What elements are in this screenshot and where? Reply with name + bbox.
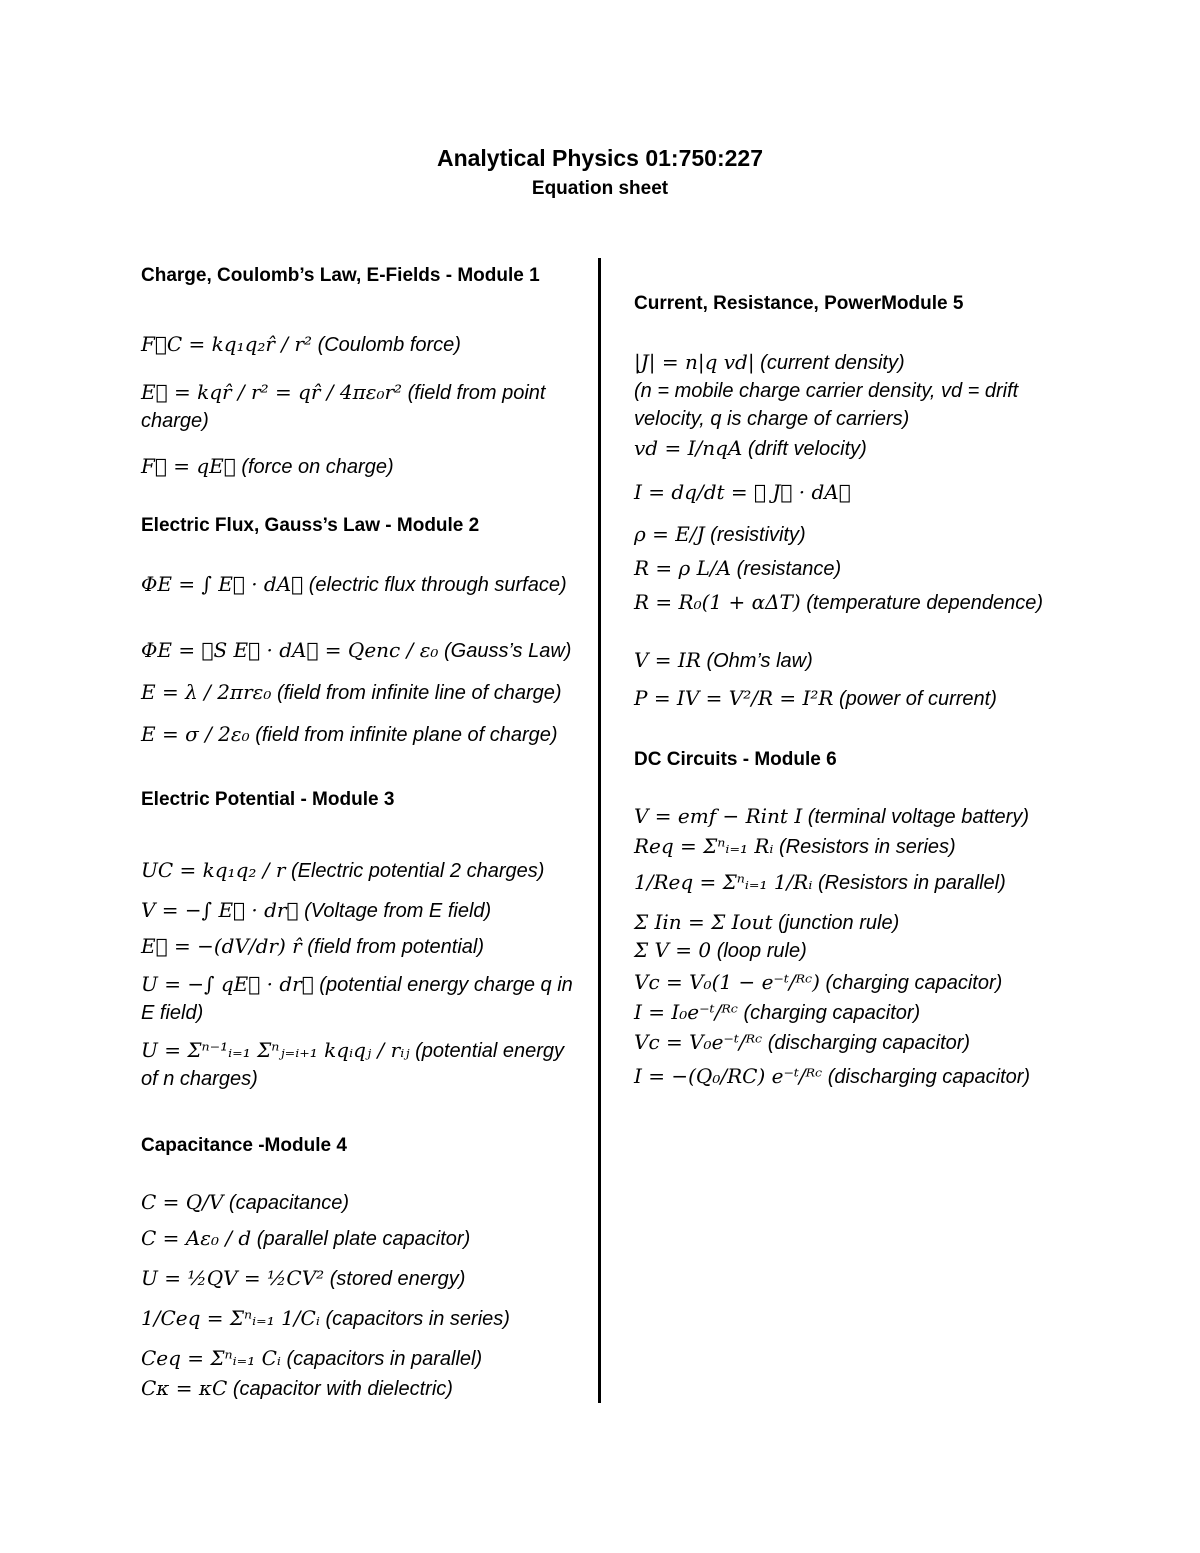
equation-description: (Gauss’s Law) <box>444 640 572 662</box>
equation-line <box>141 1224 581 1253</box>
equation-description: (Resistors in parallel) <box>817 872 1006 894</box>
equation-math: E⃗ = kqr̂ / r² = qr̂ / 4πε₀r² <box>141 380 403 404</box>
equation-description: (field from potential) <box>307 936 485 958</box>
equation-math: vd = I/nqA <box>634 436 743 460</box>
equation-math: U = ½QV = ½CV² <box>141 1266 325 1290</box>
equation-math: V = IR <box>634 648 701 672</box>
page-subtitle: Equation sheet <box>531 178 669 199</box>
section-module-4 <box>141 1132 581 1400</box>
equation-description: (Resistors in series) <box>779 836 956 858</box>
equation-line <box>634 998 1074 1027</box>
equation-line <box>634 1028 1074 1057</box>
equation-description: (potential energy charge q in E field) <box>141 974 573 1024</box>
equation-math: V = emf − Rint I <box>634 804 803 828</box>
equation-line <box>634 554 1074 583</box>
equation-line <box>634 1062 1074 1091</box>
equation-description: (field from infinite plane of charge) <box>255 724 558 746</box>
equation-math: I = −(Q₀/RC) e⁻ᵗ/ᴿᶜ <box>634 1064 823 1088</box>
section-module-2 <box>141 512 581 746</box>
equation-math: Ceq = Σⁿᵢ₌₁ Cᵢ <box>141 1346 281 1370</box>
equation-math: I = I₀e⁻ᵗ/ᴿᶜ <box>634 1000 738 1024</box>
equation-line <box>634 520 1074 549</box>
equation-description: (terminal voltage battery) <box>807 806 1029 828</box>
equation-description: (resistance) <box>736 558 842 580</box>
equation-line <box>141 1344 581 1373</box>
equation-description: (force on charge) <box>241 456 394 478</box>
equation-math: |J| = n|q vd| <box>634 350 755 374</box>
equation-description: (Ohm’s law) <box>706 650 813 672</box>
equation-description: (field from infinite line of charge) <box>276 682 562 704</box>
equation-description: (potential energy of n charges) <box>141 1040 565 1090</box>
equation-math: P = IV = V²/R = I²R <box>634 686 834 710</box>
equation-line <box>141 1036 581 1093</box>
equation-description: (junction rule) <box>778 912 900 934</box>
equation-line <box>141 1304 581 1333</box>
equation-line <box>141 1188 581 1217</box>
equation-line <box>634 868 1074 897</box>
section-module-3 <box>141 786 581 1090</box>
equation-math: R = ρ L/A <box>634 556 732 580</box>
equation-description: (Voltage from E field) <box>304 900 492 922</box>
equation-line <box>634 832 1074 861</box>
equation-description: (stored energy) <box>329 1268 466 1290</box>
section-heading: DC Circuits - Module 6 <box>634 749 837 770</box>
equation-line <box>634 588 1074 617</box>
section-heading: Current, Resistance, PowerModule 5 <box>634 293 964 314</box>
equation-description: (power of current) <box>839 688 997 710</box>
equation-math: R = R₀(1 + αΔT) <box>634 590 801 614</box>
equation-math: Vc = V₀(1 − e⁻ᵗ/ᴿᶜ) <box>634 970 820 994</box>
equation-line <box>634 908 1074 937</box>
equation-math: ρ = E/J <box>634 522 705 546</box>
equation-line <box>141 932 581 961</box>
equation-line <box>141 1264 581 1293</box>
equation-math: 1/Ceq = Σⁿᵢ₌₁ 1/Cᵢ <box>141 1306 320 1330</box>
section-module-6 <box>634 746 1074 1088</box>
equation-math: F⃗ = qE⃗ <box>141 454 236 478</box>
equation-line <box>634 968 1074 997</box>
section-heading: Electric Flux, Gauss’s Law - Module 2 <box>141 515 480 536</box>
equation-description: (n = mobile charge carrier density, vd = drift velocity, q is charge of carriers) <box>634 380 1019 430</box>
equation-math: E⃗ = −(dV/dr) r̂ <box>141 934 302 958</box>
equation-description: (capacitors in series) <box>325 1308 510 1330</box>
section-heading: Charge, Coulomb’s Law, E-Fields - Module 1 <box>141 265 540 286</box>
equation-math: E = λ / 2πrε₀ <box>141 680 272 704</box>
equation-math: ΦE = ∫ E⃗ · dA⃗ <box>141 572 304 596</box>
equation-line <box>141 452 581 481</box>
equation-description: (resistivity) <box>710 524 806 546</box>
equation-description: (capacitors in parallel) <box>286 1348 483 1370</box>
equation-line <box>634 684 1074 713</box>
equation-line <box>634 478 1074 507</box>
equation-math: 1/Req = Σⁿᵢ₌₁ 1/Rᵢ <box>634 870 813 894</box>
equation-line <box>141 330 581 359</box>
section-heading: Capacitance -Module 4 <box>141 1135 347 1156</box>
equation-description: (electric flux through surface) <box>308 574 567 596</box>
equation-description: (discharging capacitor) <box>767 1032 971 1054</box>
equation-line <box>141 378 581 435</box>
equation-line <box>634 802 1074 831</box>
equation-line <box>141 570 581 599</box>
equation-description: (loop rule) <box>716 940 807 962</box>
equation-line <box>141 720 581 749</box>
equation-description: (capacitor with dielectric) <box>232 1378 453 1400</box>
equation-math: Σ Iin = Σ Iout <box>634 910 773 934</box>
equation-math: C = Aε₀ / d <box>141 1226 252 1250</box>
equation-math: Σ V = 0 <box>634 938 712 962</box>
equation-line <box>141 636 581 665</box>
equation-description: (parallel plate capacitor) <box>256 1228 471 1250</box>
equation-math: Vc = V₀e⁻ᵗ/ᴿᶜ <box>634 1030 763 1054</box>
page-header <box>0 142 1200 204</box>
equation-line <box>634 348 1074 377</box>
equation-math: U = −∫ qE⃗ · dr⃗ <box>141 972 314 996</box>
equation-line <box>634 936 1074 965</box>
equation-description: (charging capacitor) <box>743 1002 921 1024</box>
equation-description: (temperature dependence) <box>806 592 1044 614</box>
section-module-1 <box>141 262 581 478</box>
equation-description: (Coulomb force) <box>317 334 461 356</box>
equation-math: ΦE = ∮S E⃗ · dA⃗ = Qenc / ε₀ <box>141 638 439 662</box>
section-module-5 <box>634 290 1074 710</box>
equation-line <box>634 434 1074 463</box>
equation-description: (current density) <box>760 352 905 374</box>
equation-line <box>141 896 581 925</box>
equation-description: (capacitance) <box>228 1192 349 1214</box>
column-divider <box>598 258 601 1403</box>
equation-math: I = dq/dt = ∮ J⃗ · dA⃗ <box>634 480 851 504</box>
equation-line <box>634 376 1074 433</box>
equation-line <box>141 856 581 885</box>
equation-line <box>141 970 581 1027</box>
equation-math: C = Q/V <box>141 1190 224 1214</box>
section-heading: Electric Potential - Module 3 <box>141 789 395 810</box>
equation-description: (discharging capacitor) <box>827 1066 1031 1088</box>
equation-line <box>141 1374 581 1403</box>
equation-description: (charging capacitor) <box>825 972 1003 994</box>
equation-math: E = σ / 2ε₀ <box>141 722 250 746</box>
equation-math: V = −∫ E⃗ · dr⃗ <box>141 898 299 922</box>
equation-line <box>634 646 1074 675</box>
equation-math: U = Σⁿ⁻¹ᵢ₌₁ Σⁿⱼ₌ᵢ₊₁ kqᵢqⱼ / rᵢⱼ <box>141 1038 410 1062</box>
equation-math: Cκ = κC <box>141 1376 228 1400</box>
equation-math: UC = kq₁q₂ / r <box>141 858 286 882</box>
equation-math: F⃗C = kq₁q₂r̂ / r² <box>141 332 313 356</box>
page-title: Analytical Physics 01:750:227 <box>436 145 764 171</box>
equation-description: (field from point charge) <box>141 382 546 432</box>
equation-line <box>141 678 581 707</box>
equation-description: (drift velocity) <box>747 438 867 460</box>
equation-math: Req = Σⁿᵢ₌₁ Rᵢ <box>634 834 774 858</box>
equation-description: (Electric potential 2 charges) <box>290 860 545 882</box>
